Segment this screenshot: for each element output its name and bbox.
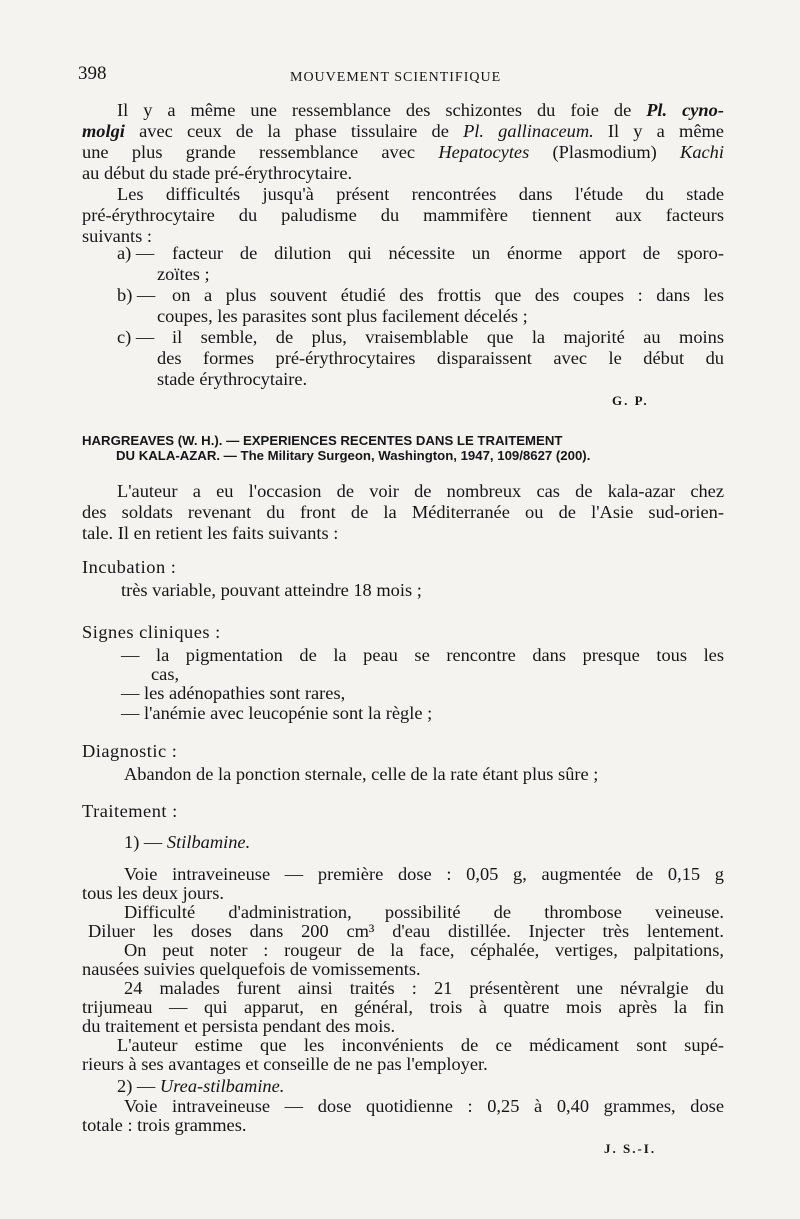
running-title: MOUVEMENT SCIENTIFIQUE bbox=[290, 70, 502, 85]
list-item: — l'anémie avec leucopénie sont la règle ; bbox=[121, 703, 433, 723]
author-signature: J. S.-I. bbox=[604, 1141, 657, 1156]
paragraph-line: pré-érythrocytaire du paludisme du mammifère tiennent aux facteurs bbox=[82, 205, 724, 225]
heading-traitement: Traitement : bbox=[82, 801, 178, 821]
list-item-line: on a plus souvent étudié des frottis que des coupes : dans les bbox=[172, 285, 724, 305]
article-source: DU KALA-AZAR. — The Military Surgeon, Washington, 1947, 109/8627 (200). bbox=[116, 448, 591, 463]
list-item-label: b) — bbox=[117, 285, 156, 305]
paragraph-line: des soldats revenant du front de la Méditerranée ou de l'Asie sud-orien- bbox=[82, 502, 724, 522]
list-item-line: des formes pré-érythrocytaires disparaissent avec le début du bbox=[157, 348, 724, 368]
paragraph-line: Difficulté d'administration, possibilité de thrombose veineuse. bbox=[124, 902, 724, 922]
heading-diagnostic: Diagnostic : bbox=[82, 741, 178, 761]
paragraph-line: On peut noter : rougeur de la face, céphalée, vertiges, palpitations, bbox=[124, 940, 724, 960]
list-item-line: stade érythrocytaire. bbox=[157, 369, 308, 389]
paragraph-line: très variable, pouvant atteindre 18 mois ; bbox=[121, 580, 422, 600]
paragraph-line: L'auteur a eu l'occasion de voir de nombreux cas de kala-azar chez bbox=[117, 481, 724, 501]
paragraph-line: Il y a même une ressemblance des schizontes du foie de Pl. cyno- bbox=[117, 100, 724, 120]
paragraph-line: Voie intraveineuse — première dose : 0,05 g, augmentée de 0,15 g bbox=[124, 864, 724, 884]
paragraph-line: tale. Il en retient les faits suivants : bbox=[82, 523, 339, 543]
paragraph-line: Abandon de la ponction sternale, celle de la rate étant plus sûre ; bbox=[124, 764, 599, 784]
paragraph-line: du traitement et persista pendant des mois. bbox=[82, 1016, 396, 1036]
paragraph-line: 24 malades furent ainsi traités : 21 présentèrent une névralgie du bbox=[124, 978, 724, 998]
paragraph-line: une plus grande ressemblance avec Hepatocytes (Plasmodium) Kachi bbox=[82, 142, 724, 162]
author-signature: G. P. bbox=[612, 393, 649, 408]
paragraph-line: rieurs à ses avantages et conseille de ne pas l'employer. bbox=[82, 1054, 488, 1074]
list-item-line: zoïtes ; bbox=[157, 264, 210, 284]
list-item: — les adénopathies sont rares, bbox=[121, 683, 346, 703]
paragraph-line: tous les deux jours. bbox=[82, 883, 225, 903]
treatment-subheading: 1) — Stilbamine. bbox=[124, 832, 251, 852]
paragraph-line: Voie intraveineuse — dose quotidienne : 0,25 à 0,40 grammes, dose bbox=[124, 1096, 724, 1116]
list-item-line: il semble, de plus, vraisemblable que la majorité au moins bbox=[172, 327, 724, 347]
paragraph-line: Diluer les doses dans 200 cm³ d'eau distillée. Injecter très lentement. bbox=[88, 921, 724, 941]
heading-incubation: Incubation : bbox=[82, 557, 177, 577]
page-number: 398 bbox=[78, 63, 107, 84]
paragraph-line: nausées suivies quelquefois de vomissements. bbox=[82, 959, 421, 979]
list-item-label: c) — bbox=[117, 327, 155, 347]
treatment-subheading: 2) — Urea-stilbamine. bbox=[117, 1076, 285, 1096]
paragraph-line: molgi avec ceux de la phase tissulaire de Pl. gallinaceum. Il y a même bbox=[82, 121, 724, 141]
paragraph-line: totale : trois grammes. bbox=[82, 1115, 247, 1135]
paragraph-line: trijumeau — qui apparut, en général, trois à quatre mois après la fin bbox=[82, 997, 724, 1017]
list-item: cas, bbox=[151, 664, 180, 684]
list-item-label: a) — bbox=[117, 243, 155, 263]
paragraph-line: Les difficultés jusqu'à présent rencontrées dans l'étude du stade bbox=[117, 184, 724, 204]
paragraph-line: suivants : bbox=[82, 226, 152, 246]
heading-signes-cliniques: Signes cliniques : bbox=[82, 622, 221, 642]
paragraph-line: L'auteur estime que les inconvénients de ce médicament sont supé- bbox=[117, 1035, 724, 1055]
list-item-line: coupes, les parasites sont plus facilement décelés ; bbox=[157, 306, 528, 326]
list-item-line: facteur de dilution qui nécessite un énorme apport de sporo- bbox=[172, 243, 724, 263]
article-title: HARGREAVES (W. H.). — EXPERIENCES RECENTES DANS LE TRAITEMENT bbox=[82, 433, 563, 448]
list-item: — la pigmentation de la peau se rencontre dans presque tous les bbox=[121, 645, 724, 665]
paragraph-line: au début du stade pré-érythrocytaire. bbox=[82, 163, 353, 183]
